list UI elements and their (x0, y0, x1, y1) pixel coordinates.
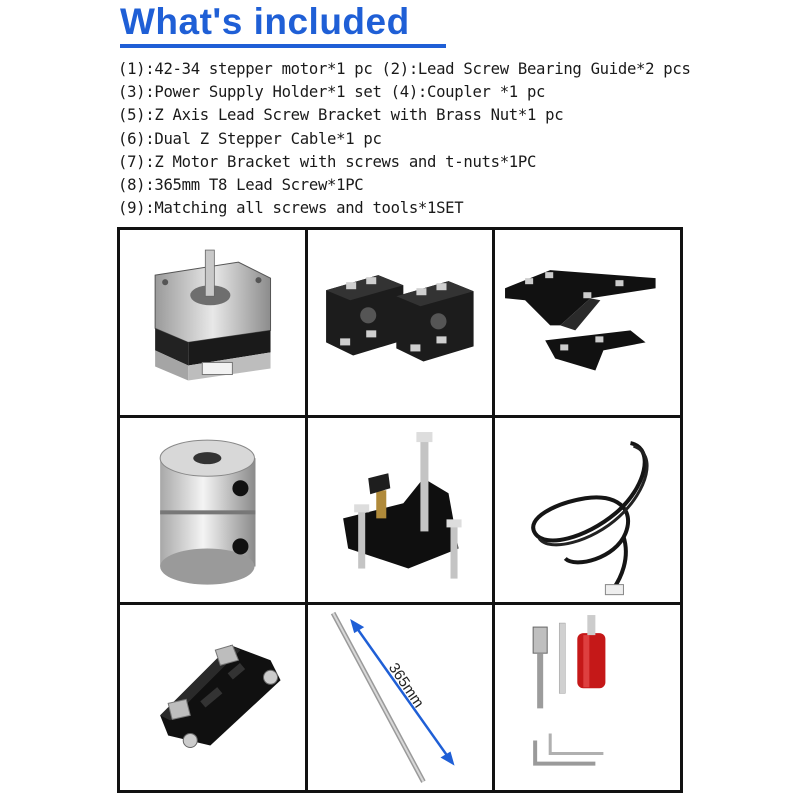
page-title: What's included (120, 1, 410, 42)
bearing-guide-icon (308, 230, 493, 415)
grid-cell-stepper-cable (495, 418, 680, 603)
grid-cell-power-supply-holder (495, 230, 680, 415)
grid-cell-z-axis-bracket (308, 418, 493, 603)
included-items-list (118, 58, 758, 220)
list-item: (3):Power Supply Holder*1 set (4):Coupler *1 pc (118, 83, 546, 102)
grid-cell-bearing-guide (308, 230, 493, 415)
grid-cell-coupler (120, 418, 305, 603)
list-item: (5):Z Axis Lead Screw Bracket with Brass Nut*1 pc (118, 106, 564, 125)
title-underline (120, 44, 446, 48)
lead-screw-icon (308, 605, 493, 790)
grid-cell-screws-tools (495, 605, 680, 790)
stepper-motor-icon (120, 230, 305, 415)
power-supply-holder-icon (495, 230, 680, 415)
list-item: (8):365mm T8 Lead Screw*1PC (118, 176, 364, 195)
list-item: (1):42-34 stepper motor*1 pc (2):Lead Screw Bearing Guide*2 pcs (118, 60, 691, 78)
z-axis-bracket-icon (308, 418, 493, 603)
coupler-icon (120, 418, 305, 603)
grid-cell-lead-screw (308, 605, 493, 790)
grid-cell-stepper-motor (120, 230, 305, 415)
grid-cell-z-motor-bracket (120, 605, 305, 790)
z-motor-bracket-icon (120, 605, 305, 790)
screws-tools-icon (495, 605, 680, 790)
product-photo-grid (117, 227, 683, 793)
list-item: (7):Z Motor Bracket with screws and t-nuts*1PC (118, 152, 537, 171)
list-item: (9):Matching all screws and tools*1SET (118, 199, 464, 218)
stepper-cable-icon (495, 418, 680, 603)
list-item: (6):Dual Z Stepper Cable*1 pc (118, 129, 382, 148)
lead-screw-length-label: 365mm (384, 660, 427, 712)
